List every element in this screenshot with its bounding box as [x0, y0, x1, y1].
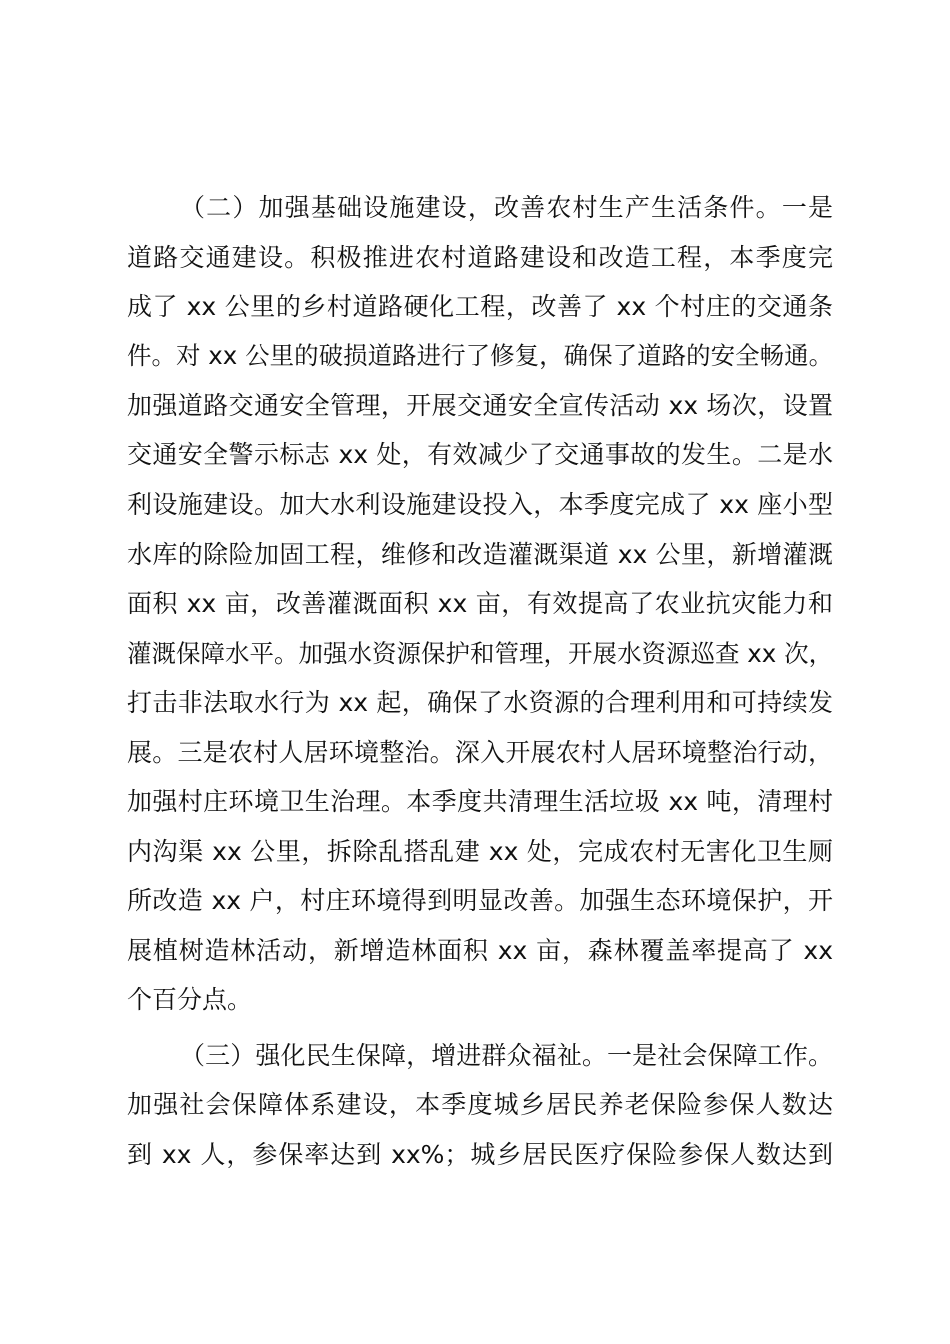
- paragraph-2-line-15: 所改造 xx 户，村庄环境得到明显改善。加强生态环境保护，开: [127, 886, 833, 915]
- paragraph-2-line-1: （二）加强基础设施建设，改善农村生产生活条件。一是: [180, 193, 833, 222]
- paragraph-2-line-17: 个百分点。: [127, 985, 253, 1014]
- paragraph-2-line-13: 加强村庄环境卫生治理。本季度共清理生活垃圾 xx 吨，清理村: [127, 787, 833, 816]
- paragraph-3-line-2: 加强社会保障体系建设，本季度城乡居民养老保险参保人数达: [127, 1090, 833, 1119]
- paragraph-3-line-3: 到 xx 人，参保率达到 xx%；城乡居民医疗保险参保人数达到: [127, 1140, 833, 1169]
- paragraph-2-line-9: 面积 xx 亩，改善灌溉面积 xx 亩，有效提高了农业抗灾能力和: [127, 589, 833, 618]
- paragraph-2-line-10: 灌溉保障水平。加强水资源保护和管理，开展水资源巡查 xx 次，: [127, 639, 833, 668]
- paragraph-2-line-4: 件。对 xx 公里的破损道路进行了修复，确保了道路的安全畅通。: [127, 341, 833, 370]
- paragraph-2-line-12: 展。三是农村人居环境整治。深入开展农村人居环境整治行动，: [127, 738, 833, 767]
- paragraph-2-line-5: 加强道路交通安全管理，开展交通安全宣传活动 xx 场次，设置: [127, 391, 833, 420]
- paragraph-2-line-11: 打击非法取水行为 xx 起，确保了水资源的合理利用和可持续发: [127, 688, 833, 717]
- paragraph-2-line-14: 内沟渠 xx 公里，拆除乱搭乱建 xx 处，完成农村无害化卫生厕: [127, 837, 833, 866]
- paragraph-2-line-7: 利设施建设。加大水利设施建设投入，本季度完成了 xx 座小型: [127, 490, 833, 519]
- paragraph-2-line-8: 水库的除险加固工程，维修和改造灌溉渠道 xx 公里，新增灌溉: [127, 540, 833, 569]
- paragraph-2-line-2: 道路交通建设。积极推进农村道路建设和改造工程，本季度完: [127, 243, 833, 272]
- paragraph-2-line-16: 展植树造林活动，新增造林面积 xx 亩，森林覆盖率提高了 xx: [127, 936, 833, 965]
- paragraph-2-line-3: 成了 xx 公里的乡村道路硬化工程，改善了 xx 个村庄的交通条: [127, 292, 833, 321]
- paragraph-2-line-6: 交通安全警示标志 xx 处，有效减少了交通事故的发生。二是水: [127, 440, 833, 469]
- paragraph-3-line-1: （三）强化民生保障，增进群众福祉。一是社会保障工作。: [180, 1041, 833, 1070]
